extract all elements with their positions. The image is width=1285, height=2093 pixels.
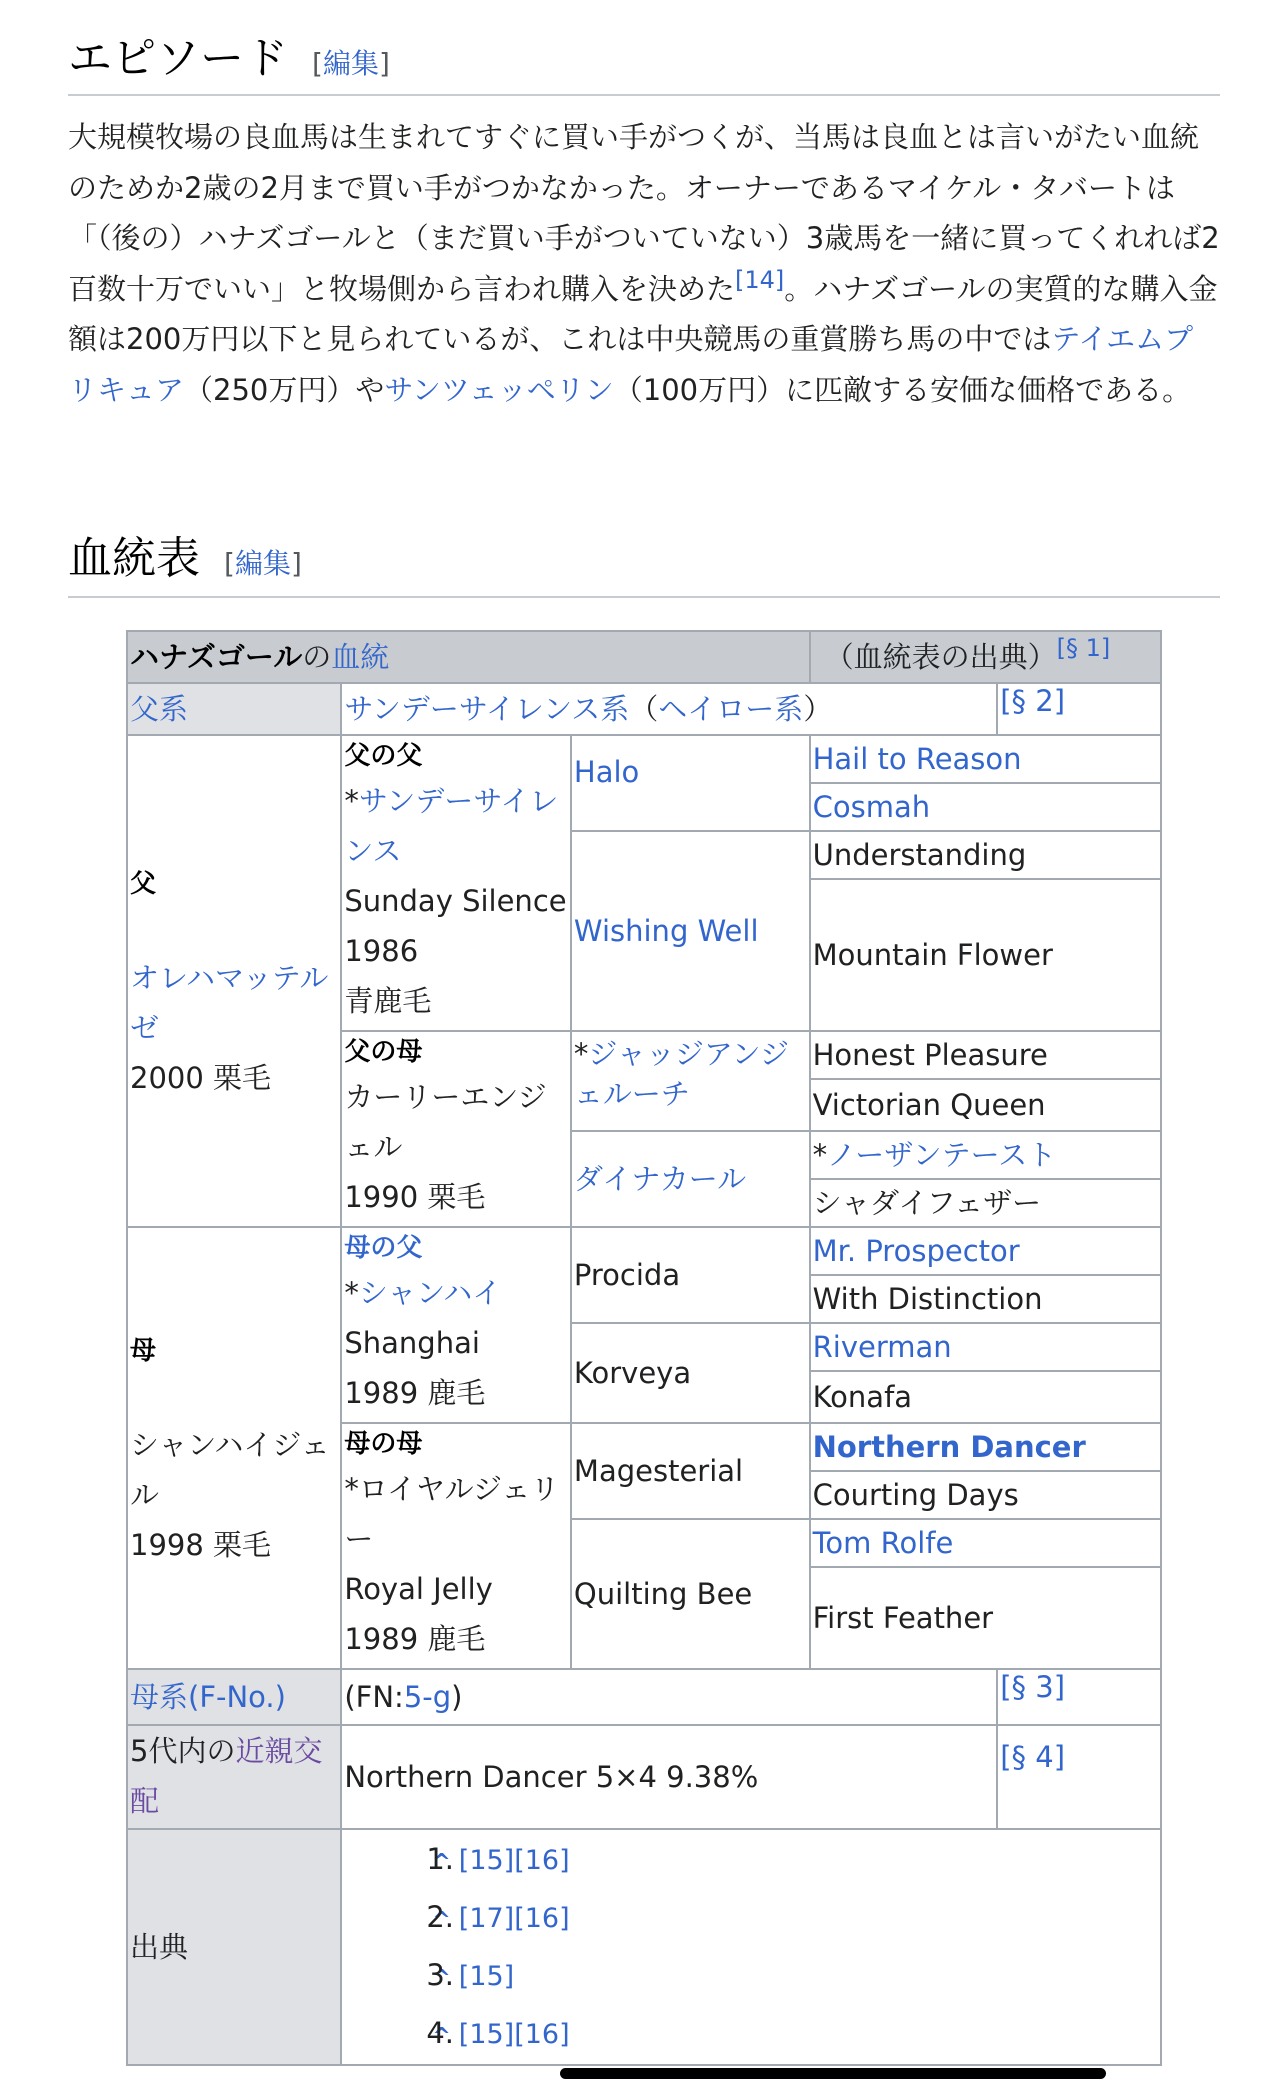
ref-14-link[interactable]: [14] (735, 265, 785, 294)
caret-up-icon[interactable]: ^ (432, 1908, 451, 1933)
g3-jazz-cell (571, 1031, 810, 1131)
pedigree-header-source (810, 631, 1161, 683)
source-refs-link[interactable]: [17][16] (458, 1903, 570, 1934)
fn-prefix: (FN: (344, 1680, 404, 1714)
inbreed-label-cell (127, 1725, 341, 1829)
source-item (432, 1832, 1158, 1890)
edit-link-pedigree[interactable]: 編集 (234, 547, 291, 580)
caret-up-icon[interactable]: ^ (432, 1850, 451, 1875)
sire-dam-name: カーリーエンジェル (344, 1080, 547, 1164)
dam-info: 1998 栗毛 (130, 1528, 272, 1562)
konafa-text: Konafa (812, 1380, 913, 1414)
g4-honest-cell (810, 1031, 1161, 1079)
ref-s4-cell (997, 1725, 1161, 1829)
caret-up-icon[interactable]: ^ (432, 1966, 451, 1991)
female-line-value-cell (341, 1669, 997, 1725)
female-line-label-cell (127, 1669, 341, 1725)
g4-first-feather-cell (810, 1567, 1161, 1669)
g4-victorian-cell (810, 1079, 1161, 1131)
dam-dam-en: Royal Jelly (344, 1572, 493, 1606)
ref-s3-cell (997, 1669, 1161, 1725)
ref-s3-link[interactable]: [§ 3] (1000, 1670, 1066, 1704)
g3-wishing-well-cell (571, 831, 810, 1031)
link-wishing-well[interactable]: Wishing Well (573, 914, 759, 948)
dam-dam-label: 母の母 (344, 1429, 423, 1459)
dam-dam-name: ロイヤルジェリー (344, 1472, 560, 1556)
source-refs-link[interactable]: [15][16] (458, 1845, 570, 1876)
sire-sire-color: 青鹿毛 (344, 984, 432, 1018)
g4-northern-dancer-cell (810, 1423, 1161, 1471)
sire-dam-cell (341, 1031, 571, 1227)
g4-hail-cell (810, 735, 1161, 783)
edit-bracket-open: [ (312, 47, 323, 80)
link-dyna-carl[interactable]: ダイナカール (573, 1162, 747, 1196)
link-fn-5g[interactable]: 5-g (403, 1680, 452, 1714)
episode-text-2: 。ハナズゴールの実質的な購入金額は200万円以下と見られているが、これは中央競馬の重賞勝ち馬の中では (68, 271, 1218, 356)
dam-cell (127, 1227, 341, 1669)
procida-text: Procida (573, 1258, 681, 1292)
pedigree-table (126, 630, 1162, 2066)
source-item (432, 2006, 1158, 2064)
paren-close: ） (803, 692, 833, 726)
inbreed-prefix: 5代内の (130, 1734, 236, 1768)
link-shanghai[interactable]: シャンハイ (358, 1276, 502, 1310)
edit-section-pedigree (224, 547, 302, 580)
link-tom-rolfe[interactable]: Tom Rolfe (812, 1526, 954, 1560)
link-northern-dancer[interactable]: Northern Dancer (812, 1430, 1086, 1464)
source-item (432, 1890, 1158, 1948)
g4-tom-cell (810, 1519, 1161, 1567)
korveya-text: Korveya (573, 1356, 692, 1390)
episode-paragraph (68, 112, 1220, 415)
sire-line-label-cell (127, 683, 341, 735)
magesterial-text: Magesterial (573, 1454, 744, 1488)
dam-name: シャンハイジェル (130, 1428, 330, 1512)
sire-info: 2000 栗毛 (130, 1061, 272, 1095)
sources-label: 出典 (130, 1930, 189, 1964)
quilting-bee-text: Quilting Bee (573, 1577, 753, 1611)
sire-sire-cell (341, 735, 571, 1031)
courting-days-text: Courting Days (812, 1478, 1019, 1512)
horse-name: ハナズゴール (130, 640, 303, 674)
link-sunday-silence-line[interactable]: サンデーサイレンス系 (344, 692, 630, 726)
g4-northern-taste-cell (810, 1131, 1161, 1179)
with-distinction-text: With Distinction (812, 1282, 1043, 1316)
sire-dam-info: 1990 栗毛 (344, 1180, 486, 1214)
sire-cell (127, 735, 341, 1227)
link-f-no[interactable]: (F-No.) (188, 1680, 286, 1714)
import-mark: * (573, 1037, 589, 1071)
pedigree-header-title (127, 631, 810, 683)
g4-shadai-cell (810, 1179, 1161, 1227)
source-refs-link[interactable]: [15] (458, 1961, 515, 1992)
import-mark: * (344, 1276, 359, 1310)
victorian-queen-text: Victorian Queen (812, 1088, 1046, 1122)
link-teiem-precure[interactable]: テイエムプリキュア (68, 322, 1194, 407)
g3-procida-cell (571, 1227, 810, 1323)
sources-list (344, 1832, 1158, 2064)
edit-bracket-open: [ (224, 547, 235, 580)
paren-open: （ (629, 692, 659, 726)
link-dam-sire-label[interactable]: 母の父 (344, 1233, 423, 1263)
sire-sire-en: Sunday Silence (344, 884, 567, 918)
link-cosmah[interactable]: Cosmah (812, 790, 931, 824)
episode-text-3: （250万円）や (184, 372, 385, 407)
ref-s2-cell (997, 683, 1161, 735)
g3-halo-cell (571, 735, 810, 831)
understanding-text: Understanding (812, 838, 1027, 872)
fn-suffix: ) (451, 1680, 463, 1714)
dam-label: 母 (130, 1336, 157, 1366)
dam-sire-cell (341, 1227, 571, 1423)
g4-mrp-cell (810, 1227, 1161, 1275)
sire-label: 父 (130, 869, 157, 899)
title-particle: の (302, 640, 332, 674)
ref-s1-link[interactable]: [§ 1] (1056, 634, 1111, 662)
g4-understanding-cell (810, 831, 1161, 879)
g3-korveya-cell (571, 1323, 810, 1423)
link-sire-name[interactable]: オレハマッテルゼ (130, 961, 329, 1045)
g4-mountain-cell (810, 879, 1161, 1031)
honest-pleasure-text: Honest Pleasure (812, 1038, 1048, 1072)
source-refs-link[interactable]: [15][16] (458, 2019, 570, 2050)
link-sire-line[interactable]: 父系 (130, 692, 189, 726)
link-hail-to-reason[interactable]: Hail to Reason (812, 742, 1022, 776)
import-mark: * (344, 1472, 359, 1506)
episode-text-4: （100万円）に匹敵する安価な価格である。 (613, 372, 1192, 407)
inbreed-value-cell (341, 1725, 997, 1829)
dam-sire-en: Shanghai (344, 1326, 480, 1360)
shadai-feather-text: シャダイフェザー (812, 1186, 1042, 1220)
sources-label-cell (127, 1829, 341, 2065)
g4-konafa-cell (810, 1371, 1161, 1423)
link-female-line[interactable]: 母系 (130, 1680, 189, 1714)
episode-title: エピソード (68, 33, 288, 84)
link-riverman[interactable]: Riverman (812, 1330, 952, 1364)
inbreed-value: Northern Dancer 5×4 9.38% (344, 1760, 759, 1794)
link-jazz-angeluci[interactable]: ジャッジアンジェルーチ (573, 1037, 789, 1111)
source-label: （血統表の出典） (824, 640, 1057, 674)
import-mark: * (812, 1138, 828, 1172)
episode-text-1: 大規模牧場の良血馬は生まれてすぐに買い手がつくが、当馬は良血とは言いがたい血統のためか2歳の2月まで買い手がつかなかった。オーナーであるマイケル・タバートは「（後の）ハナズゴールと（まだ買い手がついていない）3歳馬を一緒に買ってくれれば2百数十万でいい」と牧場側から言われ購入を決めた (68, 120, 1220, 306)
g4-distinction-cell (810, 1275, 1161, 1323)
dam-dam-cell (341, 1423, 571, 1669)
sire-sire-year: 1986 (344, 934, 419, 968)
edit-bracket-close: ] (290, 547, 302, 580)
g3-magesterial-cell (571, 1423, 810, 1519)
caret-up-icon[interactable]: ^ (432, 2024, 451, 2049)
ref-s2-link[interactable]: [§ 2] (1000, 684, 1066, 718)
sire-dam-label: 父の母 (344, 1037, 423, 1067)
link-halo[interactable]: Halo (573, 755, 640, 789)
link-pedigree[interactable]: 血統 (331, 640, 390, 674)
section-heading-pedigree (68, 522, 1220, 598)
dam-sire-info: 1989 鹿毛 (344, 1376, 486, 1410)
g3-dyna-cell (571, 1131, 810, 1227)
section-heading-episode (68, 22, 1220, 96)
g4-cosmah-cell (810, 783, 1161, 831)
import-mark: * (344, 784, 359, 818)
g3-quilting-cell (571, 1519, 810, 1669)
home-indicator[interactable] (560, 2068, 1106, 2079)
edit-bracket-close: ] (378, 47, 390, 80)
link-mr-prospector[interactable]: Mr. Prospector (812, 1234, 1020, 1268)
g4-courting-cell (810, 1471, 1161, 1519)
sources-cell (341, 1829, 1161, 2065)
link-sun-zeppelin[interactable]: サンツェッペリン (384, 372, 614, 407)
first-feather-text: First Feather (812, 1601, 994, 1635)
source-item (432, 1948, 1158, 2006)
ref-s4-link[interactable]: [§ 4] (1000, 1740, 1066, 1774)
link-sunday-silence[interactable]: サンデーサイレンス (344, 784, 559, 868)
sire-line-value-cell (341, 683, 997, 735)
link-inbreeding[interactable]: 近親交配 (130, 1734, 323, 1818)
dam-dam-info: 1989 鹿毛 (344, 1622, 486, 1656)
edit-link-episode[interactable]: 編集 (322, 47, 379, 80)
mountain-flower-text: Mountain Flower (812, 938, 1053, 972)
sire-sire-label: 父の父 (344, 741, 423, 771)
link-halo-line[interactable]: ヘイロー系 (658, 692, 804, 726)
link-northern-taste[interactable]: ノーザンテースト (827, 1138, 1057, 1172)
edit-section-episode (312, 47, 390, 80)
g4-riverman-cell (810, 1323, 1161, 1371)
pedigree-title: 血統表 (68, 533, 200, 584)
